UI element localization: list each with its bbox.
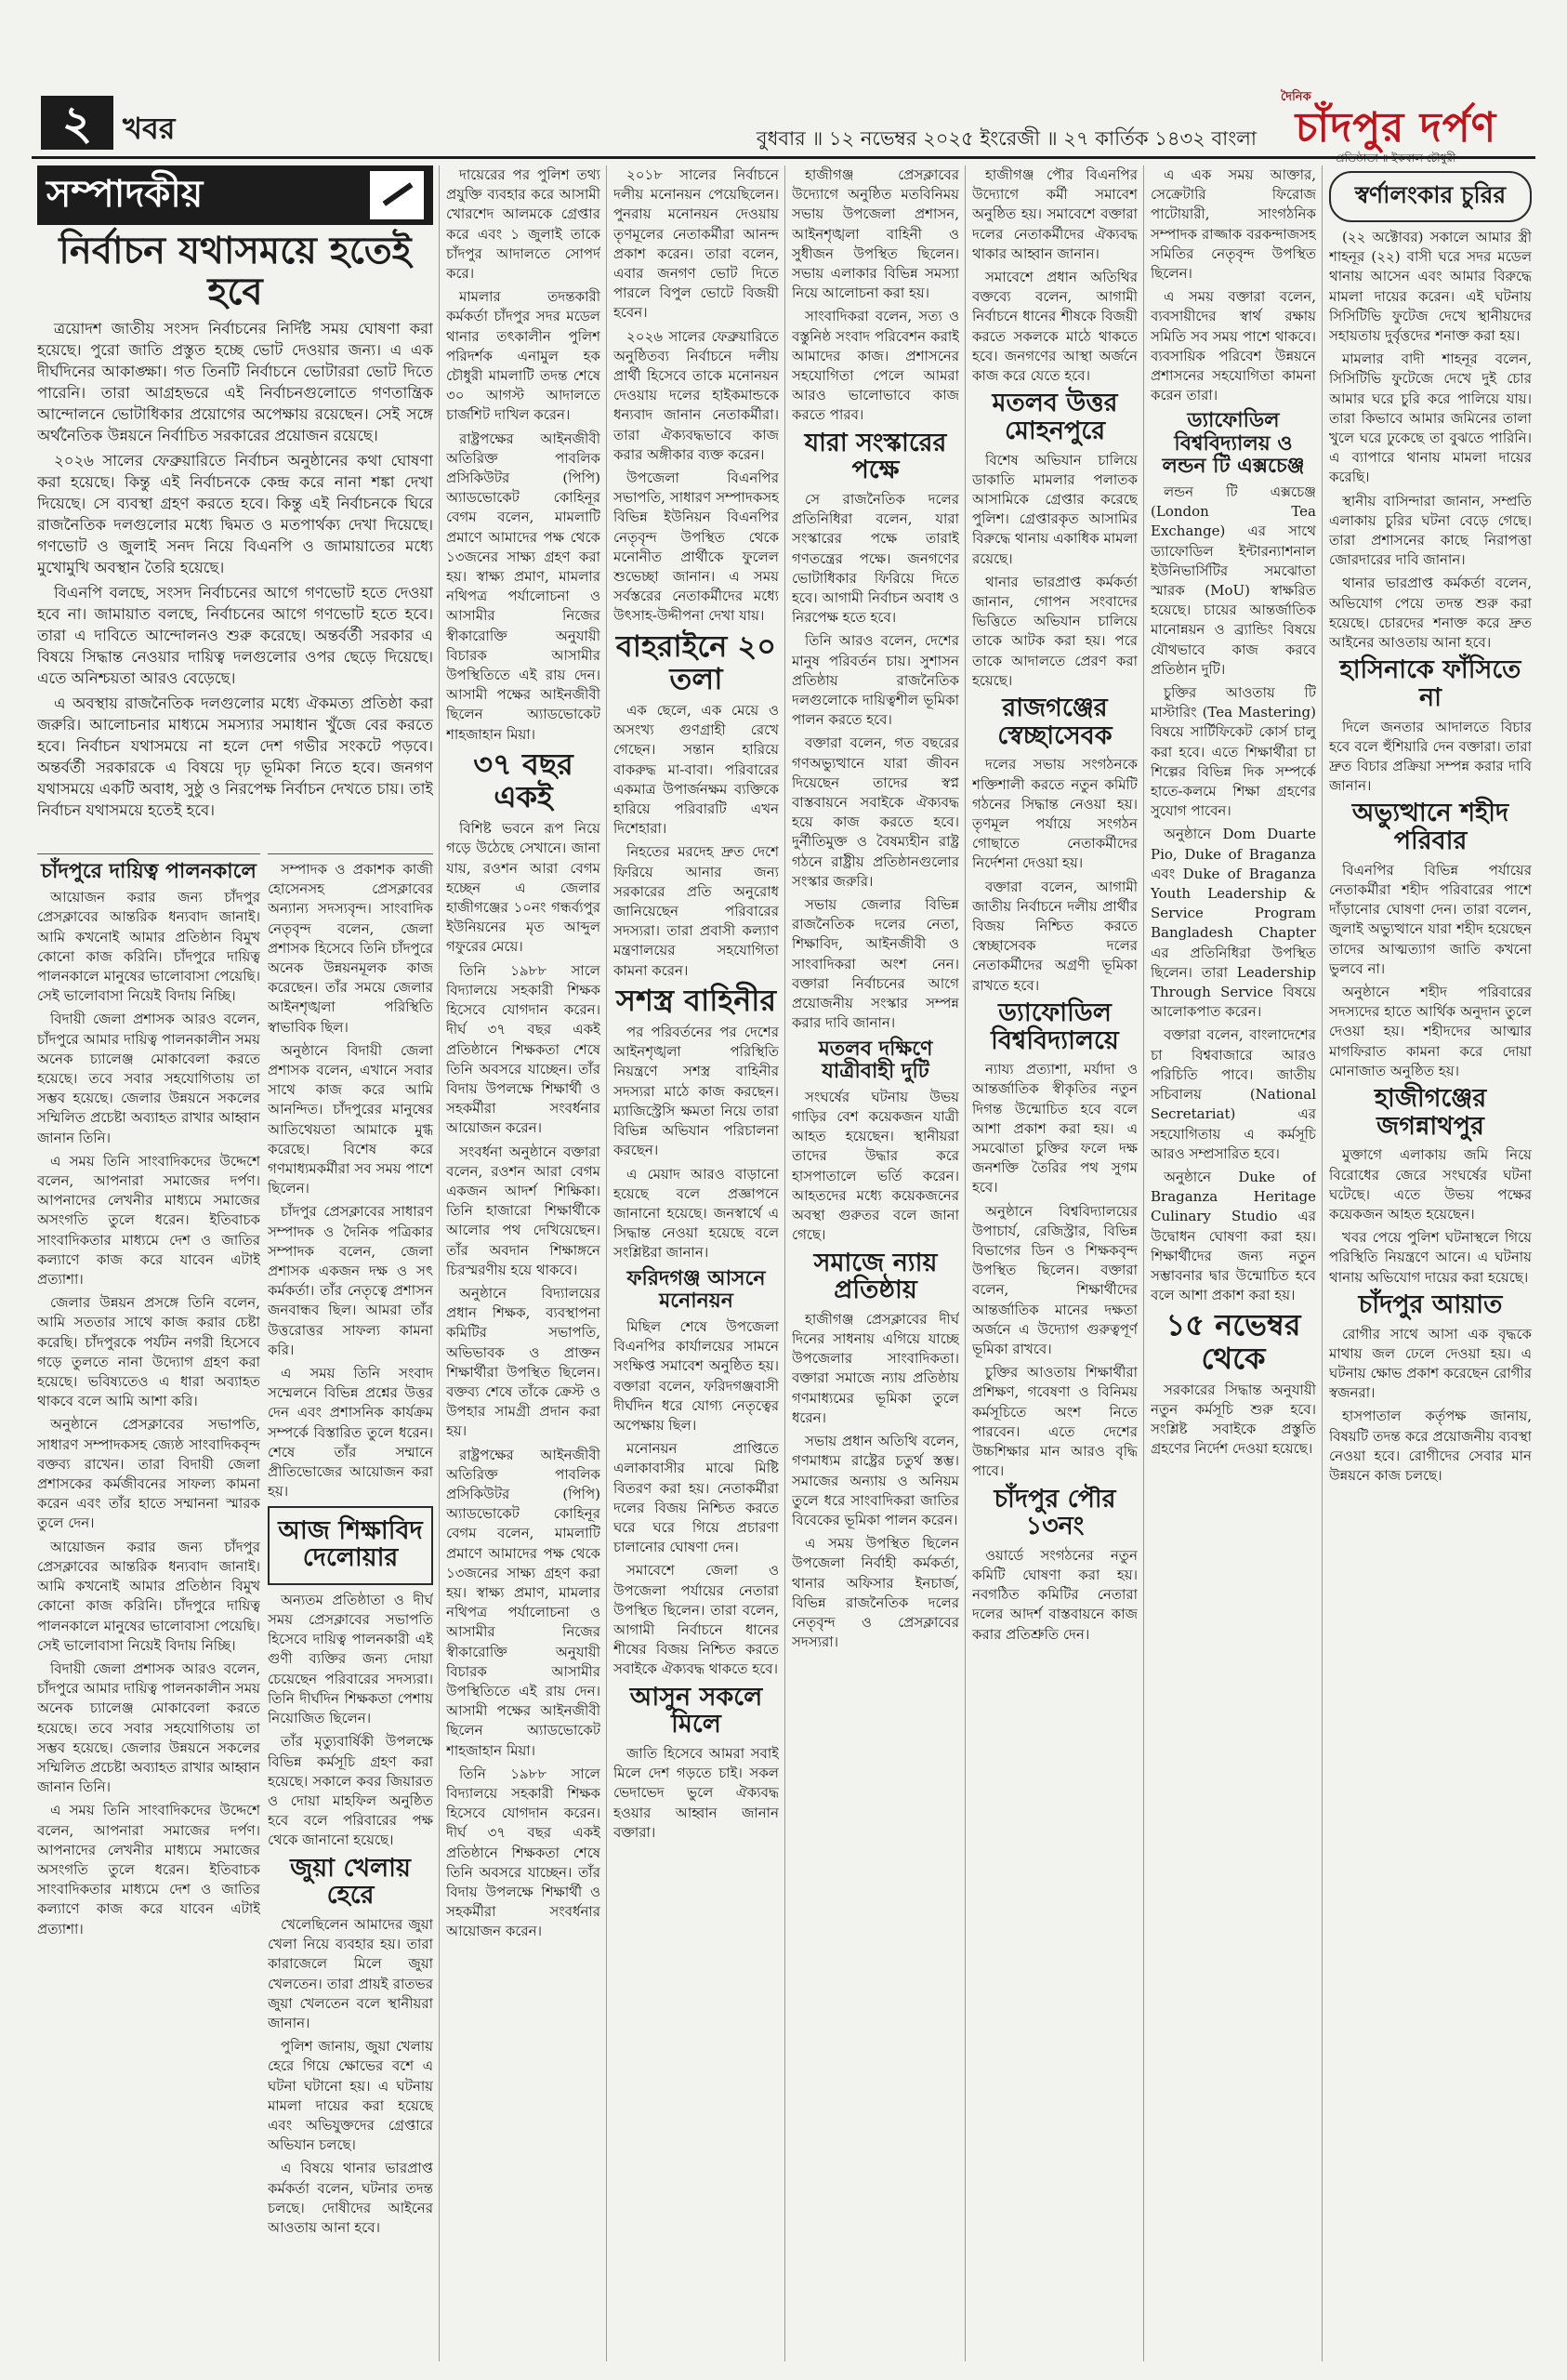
article-paragraph: বিদায়ী জেলা প্রশাসক আরও বলেন, চাঁদপুরে আমার দায়িত্ব পালনকালীন সময় অনেক চ্যালেঞ্জ মোকাবেলা করতে হয়েছে। তবে সবার সহযোগিতায় তা সম্ভব হয়েছে। জেলার উন্নয়নে সকলের সম্মিলিত প্রচেষ্টা অব্যাহত রাখার আহ্বান জানান তিনি। (37, 1659, 260, 1796)
article-paragraph: সমাবেশে জেলা ও উপজেলা পর্যায়ের নেতারা উপস্থিত ছিলেন। তারা বলেন, আগামী নির্বাচনে ধানের শীষের বিজয় নিশ্চিত করতে সবাইকে ঐক্যবদ্ধ থাকতে হবে। (613, 1562, 779, 1678)
article-chandpur-dc (37, 848, 260, 2361)
article-headline: ১৫ নভেম্বর থেকে (1165, 1307, 1301, 1376)
article-paragraph: তিনি ১৯৮৮ সালে বিদ্যালয়ে সহকারী শিক্ষক হিসেবে যোগদান করেন। দীর্ঘ ৩৭ বছর একই প্রতিষ্ঠানে শিক্ষকতা শেষে তিনি অবসরে যাচ্ছেন। তাঁর বিদায় উপলক্ষে শিক্ষার্থী ও সহকর্মীরা সংবর্ধনার আয়োজন করেন। (446, 1765, 600, 1940)
article-headline: স্বর্ণালংকার চুরির (1329, 171, 1532, 222)
masthead (32, 90, 1535, 152)
article-paragraph: অনুষ্ঠানে Duke of Braganza Heritage Culinary Studio এর উদ্বোধন ঘোষণা করা হয়। শিক্ষার্থীদের জন্য নতুন সম্ভাবনার দ্বার উন্মোচিত হবে বলে আশা প্রকাশ করা হয়। (1151, 1168, 1316, 1304)
section-title: খবর (123, 111, 176, 146)
column-6 (972, 165, 1138, 2361)
article-paragraph: এ সময় তিনি সাংবাদিকদের উদ্দেশে বলেন, আপনারা সমাজের দর্পণ। আপনাদের লেখনীর মাধ্যমে সমাজের অসংগতি তুলে ধরেন। ইতিবাচক সাংবাদিকতার মাধ্যমে দেশ ও জাতির কল্যাণে কাজ করে যাবেন এটাই প্রত্যাশা। (37, 1802, 260, 1937)
article-headline: ড্যাফোডিল বিশ্ববিদ্যালয়ে (991, 998, 1119, 1055)
article-headline: অভ্যুত্থানে শহীদ পরিবার (1351, 799, 1509, 856)
article-press-club (268, 848, 433, 2361)
article-paragraph: খবর পেয়ে পুলিশ ঘটনাস্থলে গিয়ে পরিস্থিতি নিয়ন্ত্রণে আনে। এ ঘটনায় থানায় অভিযোগ দায়ের করা হয়েছে। (1329, 1229, 1532, 1286)
article-paragraph: তাঁর মৃত্যুবার্ষিকী উপলক্ষে বিভিন্ন কর্মসূচি গ্রহণ করা হয়েছে। সকালে কবর জিয়ারত ও দোয়া মাহফিল অনুষ্ঠিত হবে বলে পরিবারের পক্ষ থেকে জানানো হয়েছে। (268, 1733, 433, 1849)
article-paragraph: জাতি হিসেবে আমরা সবাই মিলে দেশ গড়তে চাই। সকল ভেদাভেদ ভুলে ঐক্যবদ্ধ হওয়ার আহ্বান জানান বক্তারা। (613, 1744, 779, 1841)
article-paragraph: মুক্তাগে এলাকায় জমি নিয়ে বিরোধের জেরে সংঘর্ষের ঘটনা ঘটেছে। এতে উভয় পক্ষের কয়েকজন আহত হয়েছেন। (1329, 1146, 1532, 1223)
boxed-headline (268, 1506, 433, 1585)
article-paragraph: এ সময় বক্তারা বলেন, ব্যবসায়ীদের স্বার্থ রক্ষায় সমিতি সব সময় পাশে থাকবে। ব্যবসায়িক পরিবেশ উন্নয়নে প্রশাসনের সহযোগিতা কামনা করেন তারা। (1151, 288, 1316, 404)
divider (37, 853, 260, 854)
column-divider (965, 165, 966, 2361)
article-paragraph: রোগীর সাথে আসা এক বৃদ্ধকে মাথায় জল ঢেলে দেওয়া হয়। এ ঘটনায় ক্ষোভ প্রকাশ করেছেন রোগীর স্বজনরা। (1329, 1325, 1532, 1402)
article-paragraph: সংবর্ধনা অনুষ্ঠানে বক্তারা বলেন, রওশন আরা বেগম একজন আদর্শ শিক্ষিকা। তিনি হাজারো শিক্ষার্থীকে আলোর পথ দেখিয়েছেন। তাঁর অবদান শিক্ষাঙ্গনে চিরস্মরণীয় হয়ে থাকবে। (446, 1143, 600, 1278)
article-headline: মতলব উত্তর মোহনপুরে (992, 389, 1118, 445)
article-paragraph: থানার ভারপ্রাপ্ত কর্মকর্তা জানান, গোপন সংবাদের ভিত্তিতে অভিযান চালিয়ে তাকে আটক করা হয়। পরে তাকে আদালতে প্রেরণ করা হয়েছে। (972, 573, 1138, 689)
article-headline: চাঁদপুর আয়াত (1358, 1289, 1503, 1319)
column-divider (439, 165, 440, 2361)
newspaper-page (32, 0, 1535, 2380)
column-3 (446, 165, 600, 2361)
article-paragraph: পুলিশ জানায়, জুয়া খেলায় হেরে গিয়ে ক্ষোভের বশে এ ঘটনা ঘটানো হয়। এ ঘটনায় মামলা দায়ের করা হয়েছে এবং অভিযুক্তদের গ্রেপ্তারে অভিযান চলছে। (268, 2038, 433, 2154)
article-paragraph: এ সময় তিনি সাংবাদিকদের উদ্দেশে বলেন, আপনারা সমাজের দর্পণ। আপনাদের লেখনীর মাধ্যমে সমাজের অসংগতি তুলে ধরেন। ইতিবাচক সাংবাদিকতার মাধ্যমে দেশ ও জাতির কল্যাণে কাজ করে যাবেন এটাই প্রত্যাশা। (37, 1152, 260, 1289)
editorial-headline: নির্বাচন যথাসময়ে হতেই হবে (59, 229, 412, 313)
article-headline: ফরিদগঞ্জ আসনে মনোনয়ন (626, 1265, 766, 1313)
article-paragraph: স্থানীয় বাসিন্দারা জানান, সম্প্রতি এলাকায় চুরির ঘটনা বেড়ে গেছে। তারা প্রশাসনের কাছে নিরাপত্তা জোরদারের দাবি জানান। (1329, 492, 1532, 569)
article-paragraph: অনুষ্ঠানে বিদ্যালয়ের প্রধান শিক্ষক, ব্যবস্থাপনা কমিটির সভাপতি, অভিভাবক ও প্রাক্তন শিক্ষার্থীরা উপস্থিত ছিলেন। বক্তব্য শেষে তাঁকে ক্রেস্ট ও উপহার সামগ্রী প্রদান করা হয়। (446, 1284, 600, 1440)
article-paragraph: খেলেছিলেন আমাদের জুয়া খেলা নিয়ে ব্যবহার হয়। তারা কারাজেলে মিলে জুয়া খেলতেন। তারা প্রায়ই রাতভর জুয়া খেলতেন বলে স্থানীয়রা জানান। (268, 1915, 433, 2031)
article-paragraph: মনোনয়ন প্রাপ্তিতে এলাকাবাসীর মাঝে মিষ্টি বিতরণ করা হয়। নেতাকর্মীরা দলের বিজয় নিশ্চিত করতে ঘরে ঘরে গিয়ে প্রচারণা চালানোর ঘোষণা দেন। (613, 1440, 779, 1556)
article-paragraph: দিলে জনতার আদালতে বিচার হবে বলে হুঁশিয়ারি দেন বক্তারা। তারা দ্রুত বিচার প্রক্রিয়া সম্পন্ন করার দাবি জানান। (1329, 718, 1532, 795)
article-paragraph: অনুষ্ঠানে বিশ্ববিদ্যালয়ের উপাচার্য, রেজিস্ট্রার, বিভিন্ন বিভাগের ডিন ও শিক্ষকবৃন্দ উপস্থিত ছিলেন। বক্তারা বলেন, শিক্ষার্থীদের আন্তর্জাতিক মানের দক্ষতা অর্জনে এ উদ্যোগ গুরুত্বপূর্ণ ভূমিকা রাখবে। (972, 1202, 1138, 1358)
article-paragraph: সম্পাদক ও প্রকাশক কাজী হোসেনসহ প্রেসক্লাবের অন্যান্য সদস্যবৃন্দ। সাংবাদিক নেতৃবৃন্দ বলেন, জেলা প্রশাসক হিসেবে তিনি চাঁদপুরে অনেক উন্নয়নমূলক কাজ করেছেন। তাঁর সময়ে জেলার আইনশৃঙ্খলা পরিস্থিতি স্বাভাবিক ছিল। (268, 861, 433, 1036)
article-headline: সমাজে ন্যায় প্রতিষ্ঠায় (813, 1248, 938, 1305)
article-paragraph: সমাবেশে প্রধান অতিথির বক্তব্যে বলেন, আগামী নির্বাচনে ধানের শীষকে বিজয়ী করতে সকলকে মাঠে থাকতে হবে। জনগণের আস্থা অর্জনে কাজ করে যেতে হবে। (972, 269, 1138, 385)
article-headline: ৩৭ বছর একই (473, 746, 573, 815)
article-headline: মতলব দক্ষিণে যাত্রীবাহী দুটি (818, 1036, 933, 1083)
article-paragraph: (২২ অক্টোবর) সকালে আমার স্ত্রী শাহনূর (২২) বাসী ঘরে সদর মডেল থানায় আসেন এবং আমার বিরুদ্ধে মামলা দায়ের করেন। এই ঘটনায় সিসিটিভি ফুটেজ দেখে স্থানীয়দের সহায়তায় দুর্বৃত্তদের শনাক্ত করা হয়। (1329, 229, 1532, 345)
column-7 (1151, 165, 1316, 2361)
article-paragraph: সভায় প্রধান অতিথি বলেন, গণমাধ্যম রাষ্ট্রের চতুর্থ স্তম্ভ। সমাজের অন্যায় ও অনিয়ম তুলে ধরে সাংবাদিকরা জাতির বিবেকের ভূমিকা পালন করেন। (792, 1433, 959, 1528)
article-paragraph: চাঁদপুর প্রেসক্লাবের সাধারণ সম্পাদক ও দৈনিক পত্রিকার সম্পাদক বলেন, জেলা প্রশাসক একজন দক্ষ ও সৎ কর্মকর্তা। তাঁর নেতৃত্বে প্রশাসন জনবান্ধব ছিল। আমরা তাঁর উত্তরোত্তর সাফল্য কামনা করি। (268, 1203, 433, 1358)
article-paragraph: হাসপাতাল কর্তৃপক্ষ জানায়, বিষয়টি তদন্ত করে প্রয়োজনীয় ব্যবস্থা নেওয়া হবে। রোগীদের সেবার মান উন্নয়নে কাজ চলছে। (1329, 1408, 1532, 1484)
divider (268, 853, 433, 854)
logo-prefix: দৈনিক (1281, 90, 1311, 104)
article-paragraph: এ বিষয়ে থানার ভারপ্রাপ্ত কর্মকর্তা বলেন, ঘটনার তদন্ত চলছে। দোষীদের আইনের আওতায় আনা হবে। (268, 2160, 433, 2236)
column-divider (784, 165, 785, 2361)
pen-icon (370, 171, 424, 219)
article-paragraph: চুক্তির আওতায় টি মাস্টারিং (Tea Mastering) বিষয়ে সার্টিফিকেট কোর্স চালু করা হবে। এতে শিক্ষার্থীরা চা শিল্পের বিভিন্ন দিক সম্পর্কে হাতে-কলমে শিক্ষা গ্রহণের সুযোগ পাবেন। (1151, 684, 1316, 820)
article-paragraph: মামলার তদন্তকারী কর্মকর্তা চাঁদপুর সদর মডেল থানার তৎকালীন পুলিশ পরিদর্শক এনামুল হক চৌধুরী মামলাটি তদন্ত শেষে ৩০ আগস্ট আদালতে চার্জশিট দাখিল করেন। (446, 288, 600, 424)
editorial-paragraph: এ অবস্থায় রাজনৈতিক দলগুলোর মধ্যে ঐকমত্য প্রতিষ্ঠা করা জরুরি। আলোচনার মাধ্যমে সমস্যার সমাধান খুঁজে বের করতে হবে। নির্বাচন যথাসময়ে না হলে দেশ গভীর সংকটে পড়বে। অন্তর্বর্তী সরকারকে এ বিষয়ে দৃঢ় ভূমিকা নিতে হবে। জনগণ যথাসময়ে একটি অবাধ, সুষ্ঠু ও নিরপেক্ষ নির্বাচন দেখতে চায়। তাই নির্বাচন যথাসময়ে হতেই হবে। (37, 694, 433, 819)
article-paragraph: ন্যায্য প্রত্যাশা, মর্যাদা ও আন্তর্জাতিক স্বীকৃতির নতুন দিগন্ত উন্মোচিত হবে বলে আশা প্রকাশ করা হয়। এ সমঝোতা চুক্তির ফলে দক্ষ জনশক্তি তৈরির পথ সুগম হবে। (972, 1061, 1138, 1197)
article-paragraph: লন্ডন টি এক্সচেঞ্জ (London Tea Exchange) এর সাথে ড্যাফোডিল ইন্টারন্যাশনাল ইউনিভার্সিটির সমঝোতা স্মারক (MoU) স্বাক্ষরিত হয়েছে। চায়ের আন্তর্জাতিক মানোন্নয়ন ও ব্র্যান্ডিং বিষয়ে যৌথভাবে কাজ করবে প্রতিষ্ঠান দুটি। (1151, 483, 1316, 678)
article-headline: হাসিনাকে ফাঁসিতে না (1339, 655, 1521, 712)
article-paragraph: এক ছেলে, এক মেয়ে ও অসংখ্য গুণগ্রাহী রেখে গেছেন। সন্তান হারিয়ে বাকরুদ্ধ মা-বাবা। পরিবারের একমাত্র উপার্জনক্ষম ব্যক্তিকে হারিয়ে পরিবারটি এখন দিশেহারা। (613, 702, 779, 838)
article-paragraph: ২০২৬ সালের ফেব্রুয়ারিতে অনুষ্ঠিতব্য নির্বাচনে দলীয় প্রার্থী হিসেবে তাকে মনোনয়ন দেওয়ায় দলের হাইকমান্ডকে ধন্যবাদ জানান নেতাকর্মীরা। তারা ঐক্যবদ্ধভাবে কাজ করার অঙ্গীকার ব্যক্ত করেন। (613, 327, 779, 463)
column-divider (1322, 165, 1323, 2361)
article-paragraph: সভায় জেলার বিভিন্ন রাজনৈতিক দলের নেতা, শিক্ষাবিদ, আইনজীবী ও সাংবাদিকরা অংশ নেন। বক্তারা নির্বাচনের আগে প্রয়োজনীয় সংস্কার সম্পন্ন করার দাবি জানান। (792, 896, 959, 1032)
editorial-body (37, 318, 433, 821)
article-paragraph: রাষ্ট্রপক্ষের আইনজীবী অতিরিক্ত পাবলিক প্রসিকিউটর (পিপি) অ্যাডভোকেট কোহিনূর বেগম বলেন, মামলাটি প্রমাণে আমাদের পক্ষ থেকে ১৩জনের সাক্ষ্য গ্রহণ করা হয়। স্বাক্ষ্য প্রমাণ, মামলার নথিপত্র পর্যালোচনা ও আসামীর নিজের স্বীকারোক্তি অনুযায়ী বিচারক আসামীর উপস্থিতিতে এই রায় দেন। আসামী পক্ষের আইনজীবী ছিলেন অ্যাডভোকেট শাহজাহান মিয়া। (446, 1446, 600, 1759)
article-paragraph: বিশিষ্ট ভবনে রূপ নিয়ে গড়ে উঠেছে সেখানে। জানা যায়, রওশন আরা বেগম হচ্ছেন এ জেলার হাজীগঞ্জের ১০নং গন্ধর্ব্যপুর ইউনিয়নের মৃত আব্দুল গফুরের মেয়ে। (446, 820, 600, 956)
article-paragraph: অনুষ্ঠানে প্রেসক্লাবের সভাপতি, সাধারণ সম্পাদকসহ জ্যেষ্ঠ সাংবাদিকবৃন্দ বক্তব্য রাখেন। তারা বিদায়ী জেলা প্রশাসকের কর্মজীবনের সাফল্য কামনা করেন এবং তাঁর হাতে সম্মাননা স্মারক তুলে দেন। (37, 1416, 260, 1532)
article-paragraph: মিছিল শেষে উপজেলা বিএনপির কার্যালয়ের সামনে সংক্ষিপ্ত সমাবেশ অনুষ্ঠিত হয়। বক্তারা বলেন, ফরিদগঞ্জবাসী দীর্ঘদিন ধরে যোগ্য নেতৃত্বের অপেক্ষায় ছিল। (613, 1317, 779, 1434)
article-paragraph: সংঘর্ষের ঘটনায় উভয় গাড়ির বেশ কয়েকজন যাত্রী আহত হয়েছেন। স্থানীয়রা তাদের উদ্ধার করে হাসপাতালে ভর্তি করেন। আহতদের মধ্যে কয়েকজনের অবস্থা গুরুতর বলে জানা গেছে। (792, 1088, 959, 1244)
article-headline: রাজগঞ্জের স্বেচ্ছাসেবক (997, 694, 1113, 750)
editorial-block (37, 165, 433, 835)
article-paragraph: অনুষ্ঠানে Dom Duarte Pio, Duke of Braganza এবং Duke of Braganza Youth Leadership & Service Program Bangladesh Chapter এর প্রতিনিধিরা উপস্থিত ছিলেন। তারা Leadership Through Service বিষয়ে আলোকপাত করেন। (1151, 826, 1316, 1021)
article-paragraph: দায়েরের পর পুলিশ তথ্য প্রযুক্তি ব্যবহার করে আসামী খোরশেদ আলমকে গ্রেপ্তার করে এবং ১ জুলাই তাকে চাঁদপুর আদালতে সোপর্দ করে। (446, 166, 600, 283)
article-paragraph: ওয়ার্ডে সংগঠনের নতুন কমিটি ঘোষণা করা হয়। নবগঠিত কমিটির নেতারা দলের আদর্শ বাস্তবায়নে কাজ করার প্রতিশ্রুতি দেন। (972, 1546, 1138, 1643)
editorial-paragraph: ২০২৬ সালের ফেব্রুয়ারিতে নির্বাচন অনুষ্ঠানের কথা ঘোষণা করা হয়েছে। কিন্তু এই নির্বাচনকে কেন্দ্র করে নানা শঙ্কা দেখা দিয়েছে। সে ব্যবস্থা গ্রহণ করতে হবে। কিন্তু এই নির্বাচনকে ঘিরে রাজনৈতিক দলগুলোর মধ্যে দ্বিমত ও মতপার্থক্য দেখা দিয়েছে। গণভোট ও জুলাই সনদ নিয়ে বিএনপি ও জামায়াতের মধ্যে মুখোমুখি অবস্থান তৈরি হয়েছে। (37, 452, 433, 576)
newspaper-logo (1275, 88, 1517, 155)
article-headline: চাঁদপুর পৌর ১৩নং (994, 1484, 1116, 1541)
article-paragraph: বিদায়ী জেলা প্রশাসক আরও বলেন, চাঁদপুরে আমার দায়িত্ব পালনকালীন সময় অনেক চ্যালেঞ্জ মোকাবেলা করতে হয়েছে। তবে সবার সহযোগিতায় তা সম্ভব হয়েছে। জেলার উন্নয়নে সকলের সম্মিলিত প্রচেষ্টা অব্যাহত রাখার আহ্বান জানান তিনি। (37, 1011, 260, 1146)
article-paragraph: এ এক সময় আক্তার, সেক্রেটারি ফিরোজ পাটোয়ারী, সাংগঠনিক সম্পাদক রাজ্জাক বরকন্দাজসহ সমিতির নেতৃবৃন্দ উপস্থিত ছিলেন। (1151, 166, 1316, 283)
article-paragraph: তিনি আরও বলেন, দেশের মানুষ পরিবর্তন চায়। সুশাসন প্রতিষ্ঠায় রাজনৈতিক দলগুলোকে দায়িত্বশীল ভূমিকা পালন করতে হবে। (792, 632, 959, 729)
article-paragraph: এ মেয়াদ আরও বাড়ানো হয়েছে বলে প্রজ্ঞাপনে জানানো হয়েছে। জনস্বার্থে এ সিদ্ধান্ত নেওয়া হয়েছে বলে সংশ্লিষ্টরা জানান। (613, 1165, 779, 1262)
column-5 (792, 165, 959, 2361)
article-paragraph: অনুষ্ঠানে বিদায়ী জেলা প্রশাসক বলেন, এখানে সবার সাথে কাজ করে আমি আনন্দিত। চাঁদপুরের মানুষের আতিথেয়তা আমাকে মুগ্ধ করেছে। বিশেষ করে গণমাধ্যমকর্মীরা সব সময় পাশে ছিলেন। (268, 1041, 433, 1197)
article-headline: যারা সংস্কারের পক্ষে (804, 428, 947, 485)
editorial-paragraph: বিএনপি বলছে, সংসদ নির্বাচনের আগে গণভোট হতে দেওয়া হবে না। জামায়াত বলছে, নির্বাচনের আগে গণভোট হতে হবে। তারা এ দাবিতে আন্দোলনও শুরু করেছে। অন্তর্বর্তী সরকার এ বিষয়ে সিদ্ধান্ত নেওয়ার দায়িত্ব দলগুলোর ওপর ছেড়ে দিয়েছে। এতে অনিশ্চয়তা আরও বেড়েছে। (37, 584, 433, 687)
editorial-paragraph: ত্রয়োদশ জাতীয় সংসদ নির্বাচনের নির্দিষ্ট সময় ঘোষণা করা হয়েছে। পুরো জাতি প্রস্তুত হচ্ছে ভোট দেওয়ার জন্য। এ এক দীর্ঘদিনের আকাঙ্ক্ষা। গত তিনটি নির্বাচনে ভোটাররা ভোট দিতে পারেনি। তারা আগ্রহভরে এই নির্বাচনগুলোতে গণতান্ত্রিক আন্দোলনে ভোটাধিকার প্রয়োগের অপেক্ষায় রয়েছেন। সেই সঙ্গে অর্থনৈতিক উন্নয়নে নির্বাচিত সরকারের প্রয়োজন রয়েছে। (37, 320, 433, 444)
article-headline: আসুন সকলে মিলে (629, 1682, 763, 1739)
article-paragraph: বক্তারা বলেন, গত বছরের গণঅভ্যুত্থানে যারা জীবন দিয়েছেন তাদের স্বপ্ন বাস্তবায়নে সবাইকে ঐক্যবদ্ধ হয়ে কাজ করতে হবে। দুর্নীতিমুক্ত ও বৈষম্যহীন রাষ্ট্র গঠনে রাষ্ট্রীয় প্রতিষ্ঠানগুলোর সংস্কার জরুরি। (792, 734, 959, 890)
article-paragraph: সে রাজনৈতিক দলের প্রতিনিধিরা বলেন, যারা সংস্কারের পক্ষে তারাই গণতন্ত্রের পক্ষে। জনগণের ভোটাধিকার ফিরিয়ে দিতে হবে। আগামী নির্বাচন অবাধ ও নিরপেক্ষ হতে হবে। (792, 491, 959, 627)
article-paragraph: মামলার বাদী শাহনূর বলেন, সিসিটিভি ফুটেজে দেখে দুই চোর আমার ঘরে চুরি করে পালিয়ে যায়। তারা কিভাবে আমার জমিনের তালা খুলে ঘরে ঢুকেছে তা বুঝতে পারিনি। এ ব্যাপারে থানায় মামলা দায়ের করেছি। (1329, 350, 1532, 486)
masthead-rule (32, 156, 1535, 159)
article-paragraph: চুক্তির আওতায় শিক্ষার্থীরা প্রশিক্ষণ, গবেষণা ও বিনিময় কর্মসূচিতে অংশ নিতে পারবেন। এতে দেশের উচ্চশিক্ষার মান আরও বৃদ্ধি পাবে। (972, 1364, 1138, 1480)
article-paragraph: তিনি ১৯৮৮ সালে বিদ্যালয়ে সহকারী শিক্ষক হিসেবে যোগদান করেন। দীর্ঘ ৩৭ বছর একই প্রতিষ্ঠানে শিক্ষকতা শেষে তিনি অবসরে যাচ্ছেন। তাঁর বিদায় উপলক্ষে শিক্ষার্থী ও সহকর্মীরা সংবর্ধনার আয়োজন করেন। (446, 961, 600, 1137)
article-paragraph: জেলার উন্নয়ন প্রসঙ্গে তিনি বলেন, আমি সততার সাথে কাজ করার চেষ্টা করেছি। চাঁদপুরকে পর্যটন নগরী হিসেবে গড়ে তুলতে নানা উদ্যোগ গ্রহণ করা হয়েছে। ভবিষ্যতেও এ ধারা অব্যাহত থাকবে বলে আমি আশা করি। (37, 1294, 260, 1410)
article-paragraph: দলের সভায় সংগঠনকে শক্তিশালী করতে নতুন কমিটি গঠনের সিদ্ধান্ত নেওয়া হয়। তৃণমূল পর্যায়ে সংগঠন গোছাতে নেতাকর্মীদের নির্দেশনা দেওয়া হয়। (972, 756, 1138, 872)
article-headline: ড্যাফোডিল বিশ্ববিদ্যালয় ও লন্ডন টি এক্সচেঞ্জ (1162, 408, 1305, 478)
column-4 (613, 165, 779, 2361)
article-headline: চাঁদপুরে দায়িত্ব পালনকালে (41, 859, 257, 883)
logo-title: চাঁদপুর দর্পণ (1295, 104, 1497, 152)
article-paragraph: বক্তারা বলেন, আগামী জাতীয় নির্বাচনে দলীয় প্রার্থীর বিজয় নিশ্চিত করতে স্বেচ্ছাসেবক দলের নেতাকর্মীদের অগ্রণী ভূমিকা রাখতে হবে। (972, 878, 1138, 994)
article-headline: বাহরাইনে ২০ তলা (615, 628, 777, 696)
article-paragraph: হাজীগঞ্জ প্রেসক্লাবের উদ্যোগে অনুষ্ঠিত মতবিনিময় সভায় উপজেলা প্রশাসন, আইনশৃঙ্খলা বাহিনী ও সুধীজন উপস্থিত ছিলেন। সভায় এলাকার বিভিন্ন সমস্যা নিয়ে আলোচনা করা হয়। (792, 166, 959, 302)
article-paragraph: হাজীগঞ্জ পৌর বিএনপির উদ্যোগে কর্মী সমাবেশ অনুষ্ঠিত হয়। সমাবেশে বক্তারা দলের নেতাকর্মীদের ঐক্যবদ্ধ থাকার আহ্বান জানান। (972, 166, 1138, 262)
article-paragraph: রাষ্ট্রপক্ষের আইনজীবী অতিরিক্ত পাবলিক প্রসিকিউটর (পিপি) অ্যাডভোকেট কোহিনূর বেগম বলেন, মামলাটি প্রমাণে আমাদের পক্ষ থেকে ১৩জনের সাক্ষ্য গ্রহণ করা হয়। স্বাক্ষ্য প্রমাণ, মামলার নথিপত্র পর্যালোচনা ও আসামীর নিজের স্বীকারোক্তি অনুযায়ী বিচারক আসামীর উপস্থিতিতে এই রায় দেন। আসামী পক্ষের আইনজীবী ছিলেন অ্যাডভোকেট শাহজাহান মিয়া। (446, 430, 600, 743)
article-paragraph: বিশেষ অভিযান চালিয়ে ডাকাতি মামলার পলাতক আসামিকে গ্রেপ্তার করেছে পুলিশ। গ্রেপ্তারকৃত আসামির বিরুদ্ধে থানায় একাধিক মামলা রয়েছে। (972, 451, 1138, 567)
article-headline: আজ শিক্ষাবিদ দেলোয়ার (278, 1515, 423, 1573)
article-paragraph: সাংবাদিকরা বলেন, সত্য ও বস্তুনিষ্ঠ সংবাদ পরিবেশন করাই আমাদের কাজ। প্রশাসনের সহযোগিতা পেলে আমরা আরও ভালোভাবে কাজ করতে পারব। (792, 308, 959, 424)
editorial-banner (37, 165, 433, 225)
article-paragraph: থানার ভারপ্রাপ্ত কর্মকর্তা বলেন, অভিযোগ পেয়ে তদন্ত শুরু করা হয়েছে। চোরদের শনাক্ত করে দ্রুত আইনের আওতায় আনা হবে। (1329, 575, 1532, 652)
article-paragraph: হাজীগঞ্জ প্রেসক্লাবের দীর্ঘ দিনের সাধনায় এগিয়ে যাচ্ছে উপজেলার সাংবাদিকতা। বক্তারা সমাজে ন্যায় প্রতিষ্ঠায় গণমাধ্যমের ভূমিকা তুলে ধরেন। (792, 1310, 959, 1426)
dateline: বুধবার ॥ ১২ নভেম্বর ২০২৫ ইংরেজী ॥ ২৭ কার্তিক ১৪৩২ বাংলা (756, 127, 1257, 150)
article-paragraph: অনুষ্ঠানে শহীদ পরিবারের সদস্যদের হাতে আর্থিক অনুদান তুলে দেওয়া হয়। শহীদদের আত্মার মাগফিরাত কামনা করে দোয়া মোনাজাত অনুষ্ঠিত হয়। (1329, 984, 1532, 1079)
article-paragraph: উপজেলা বিএনপির সভাপতি, সাধারণ সম্পাদকসহ বিভিন্ন ইউনিয়ন বিএনপির নেতৃবৃন্দ উপস্থিত থেকে মনোনীত প্রার্থীকে ফুলেল শুভেচ্ছা জানান। এ সময় সর্বস্তরের নেতাকর্মীদের মধ্যে উৎসাহ-উদ্দীপনা দেখা যায়। (613, 469, 779, 625)
article-paragraph: এ সময় উপস্থিত ছিলেন উপজেলা নির্বাহী কর্মকর্তা, থানার অফিসার ইনচার্জ, বিভিন্ন রাজনৈতিক দলের নেতৃবৃন্দ ও প্রেসক্লাবের সদস্যরা। (792, 1535, 959, 1651)
article-paragraph: সরকারের সিদ্ধান্ত অনুযায়ী নতুন কর্মসূচি শুরু হবে। সংশ্লিষ্ট সবাইকে প্রস্তুতি গ্রহণের নির্দেশ দেওয়া হয়েছে। (1151, 1381, 1316, 1458)
article-paragraph: আয়োজন করার জন্য চাঁদপুর প্রেসক্লাবের আন্তরিক ধন্যবাদ জানাই। আমি কখনোই আমার প্রতিষ্ঠান বিমুখ কোনো কাজ করিনি। চাঁদপুরে দায়িত্ব পালনকালে মানুষের ভালোবাসা পেয়েছি। সেই ভালোবাসা নিয়েই বিদায় নিচ্ছি। (37, 889, 260, 1005)
article-paragraph: বক্তারা বলেন, বাংলাদেশের চা বিশ্ববাজারে আরও পরিচিতি পাবে। জাতীয় সচিবালয় (National Secretariat) এর সহযোগিতায় এ কর্মসূচি আরও সম্প্রসারিত হবে। (1151, 1026, 1316, 1162)
column-divider (606, 165, 607, 2361)
editorial-banner-title: সম্পাদকীয় (46, 171, 204, 216)
article-paragraph: এ সময় তিনি সংবাদ সম্মেলনে বিভিন্ন প্রশ্নের উত্তর দেন এবং প্রশাসনিক কার্যক্রম সম্পর্কে বিস্তারিত তুলে ধরেন। শেষে তাঁর সম্মানে প্রীতিভোজের আয়োজন করা হয়। (268, 1365, 433, 1501)
article-paragraph: অন্যতম প্রতিষ্ঠাতা ও দীর্ঘ সময় প্রেসক্লাবের সভাপতি হিসেবে দায়িত্ব পালনকারী এই গুণী ব্যক্তির জন্য দোয়া চেয়েছেন পরিবারের সদস্যরা। তিনি দীর্ঘদিন শিক্ষকতা পেশায় নিয়োজিত ছিলেন। (268, 1591, 433, 1727)
column-divider (1143, 165, 1144, 2361)
article-paragraph: পর পরিবর্তনের পর দেশের আইনশৃঙ্খলা পরিস্থিতি নিয়ন্ত্রণে সশস্ত্র বাহিনীর সদস্যরা মাঠে কাজ করছেন। ম্যাজিস্ট্রেসি ক্ষমতা নিয়ে তারা বিভিন্ন অভিযান পরিচালনা করছেন। (613, 1024, 779, 1159)
article-paragraph: আয়োজন করার জন্য চাঁদপুর প্রেসক্লাবের আন্তরিক ধন্যবাদ জানাই। আমি কখনোই আমার প্রতিষ্ঠান বিমুখ কোনো কাজ করিনি। চাঁদপুরে দায়িত্ব পালনকালে মানুষের ভালোবাসা পেয়েছি। সেই ভালোবাসা নিয়েই বিদায় নিচ্ছি। (37, 1538, 260, 1654)
article-paragraph: বিএনপির বিভিন্ন পর্যায়ের নেতাকর্মীরা শহীদ পরিবারের পাশে দাঁড়ানোর ঘোষণা দেন। তারা বলেন, জুলাই অভ্যুত্থানে যারা শহীদ হয়েছেন তাদের আত্মত্যাগ জাতি কখনো ভুলবে না। (1329, 861, 1532, 977)
page-number: ২ (41, 96, 113, 150)
article-headline: হাজীগঞ্জের জগন্নাথপুর (1374, 1084, 1487, 1141)
article-headline: সশস্ত্র বাহিনীর (615, 982, 777, 1018)
article-headline: জুয়া খেলায় হেরে (290, 1853, 411, 1911)
article-paragraph: নিহতের মরদেহ দ্রুত দেশে ফিরিয়ে আনার জন্য সরকারের প্রতি অনুরোধ জানিয়েছেন পরিবারের সদস্যরা। তারা প্রবাসী কল্যাণ মন্ত্রণালয়ের সহযোগিতা কামনা করেন। (613, 843, 779, 979)
column-8 (1329, 165, 1532, 2361)
article-paragraph: ২০১৮ সালের নির্বাচনে দলীয় মনোনয়ন পেয়েছিলেন। পুনরায় মনোনয়ন দেওয়ায় তৃণমূলের নেতাকর্মীরা আনন্দ প্রকাশ করেন। তারা বলেন, এবার জনগণ ভোট দিতে পারলে বিপুল ভোটে বিজয়ী হবেন। (613, 166, 779, 322)
